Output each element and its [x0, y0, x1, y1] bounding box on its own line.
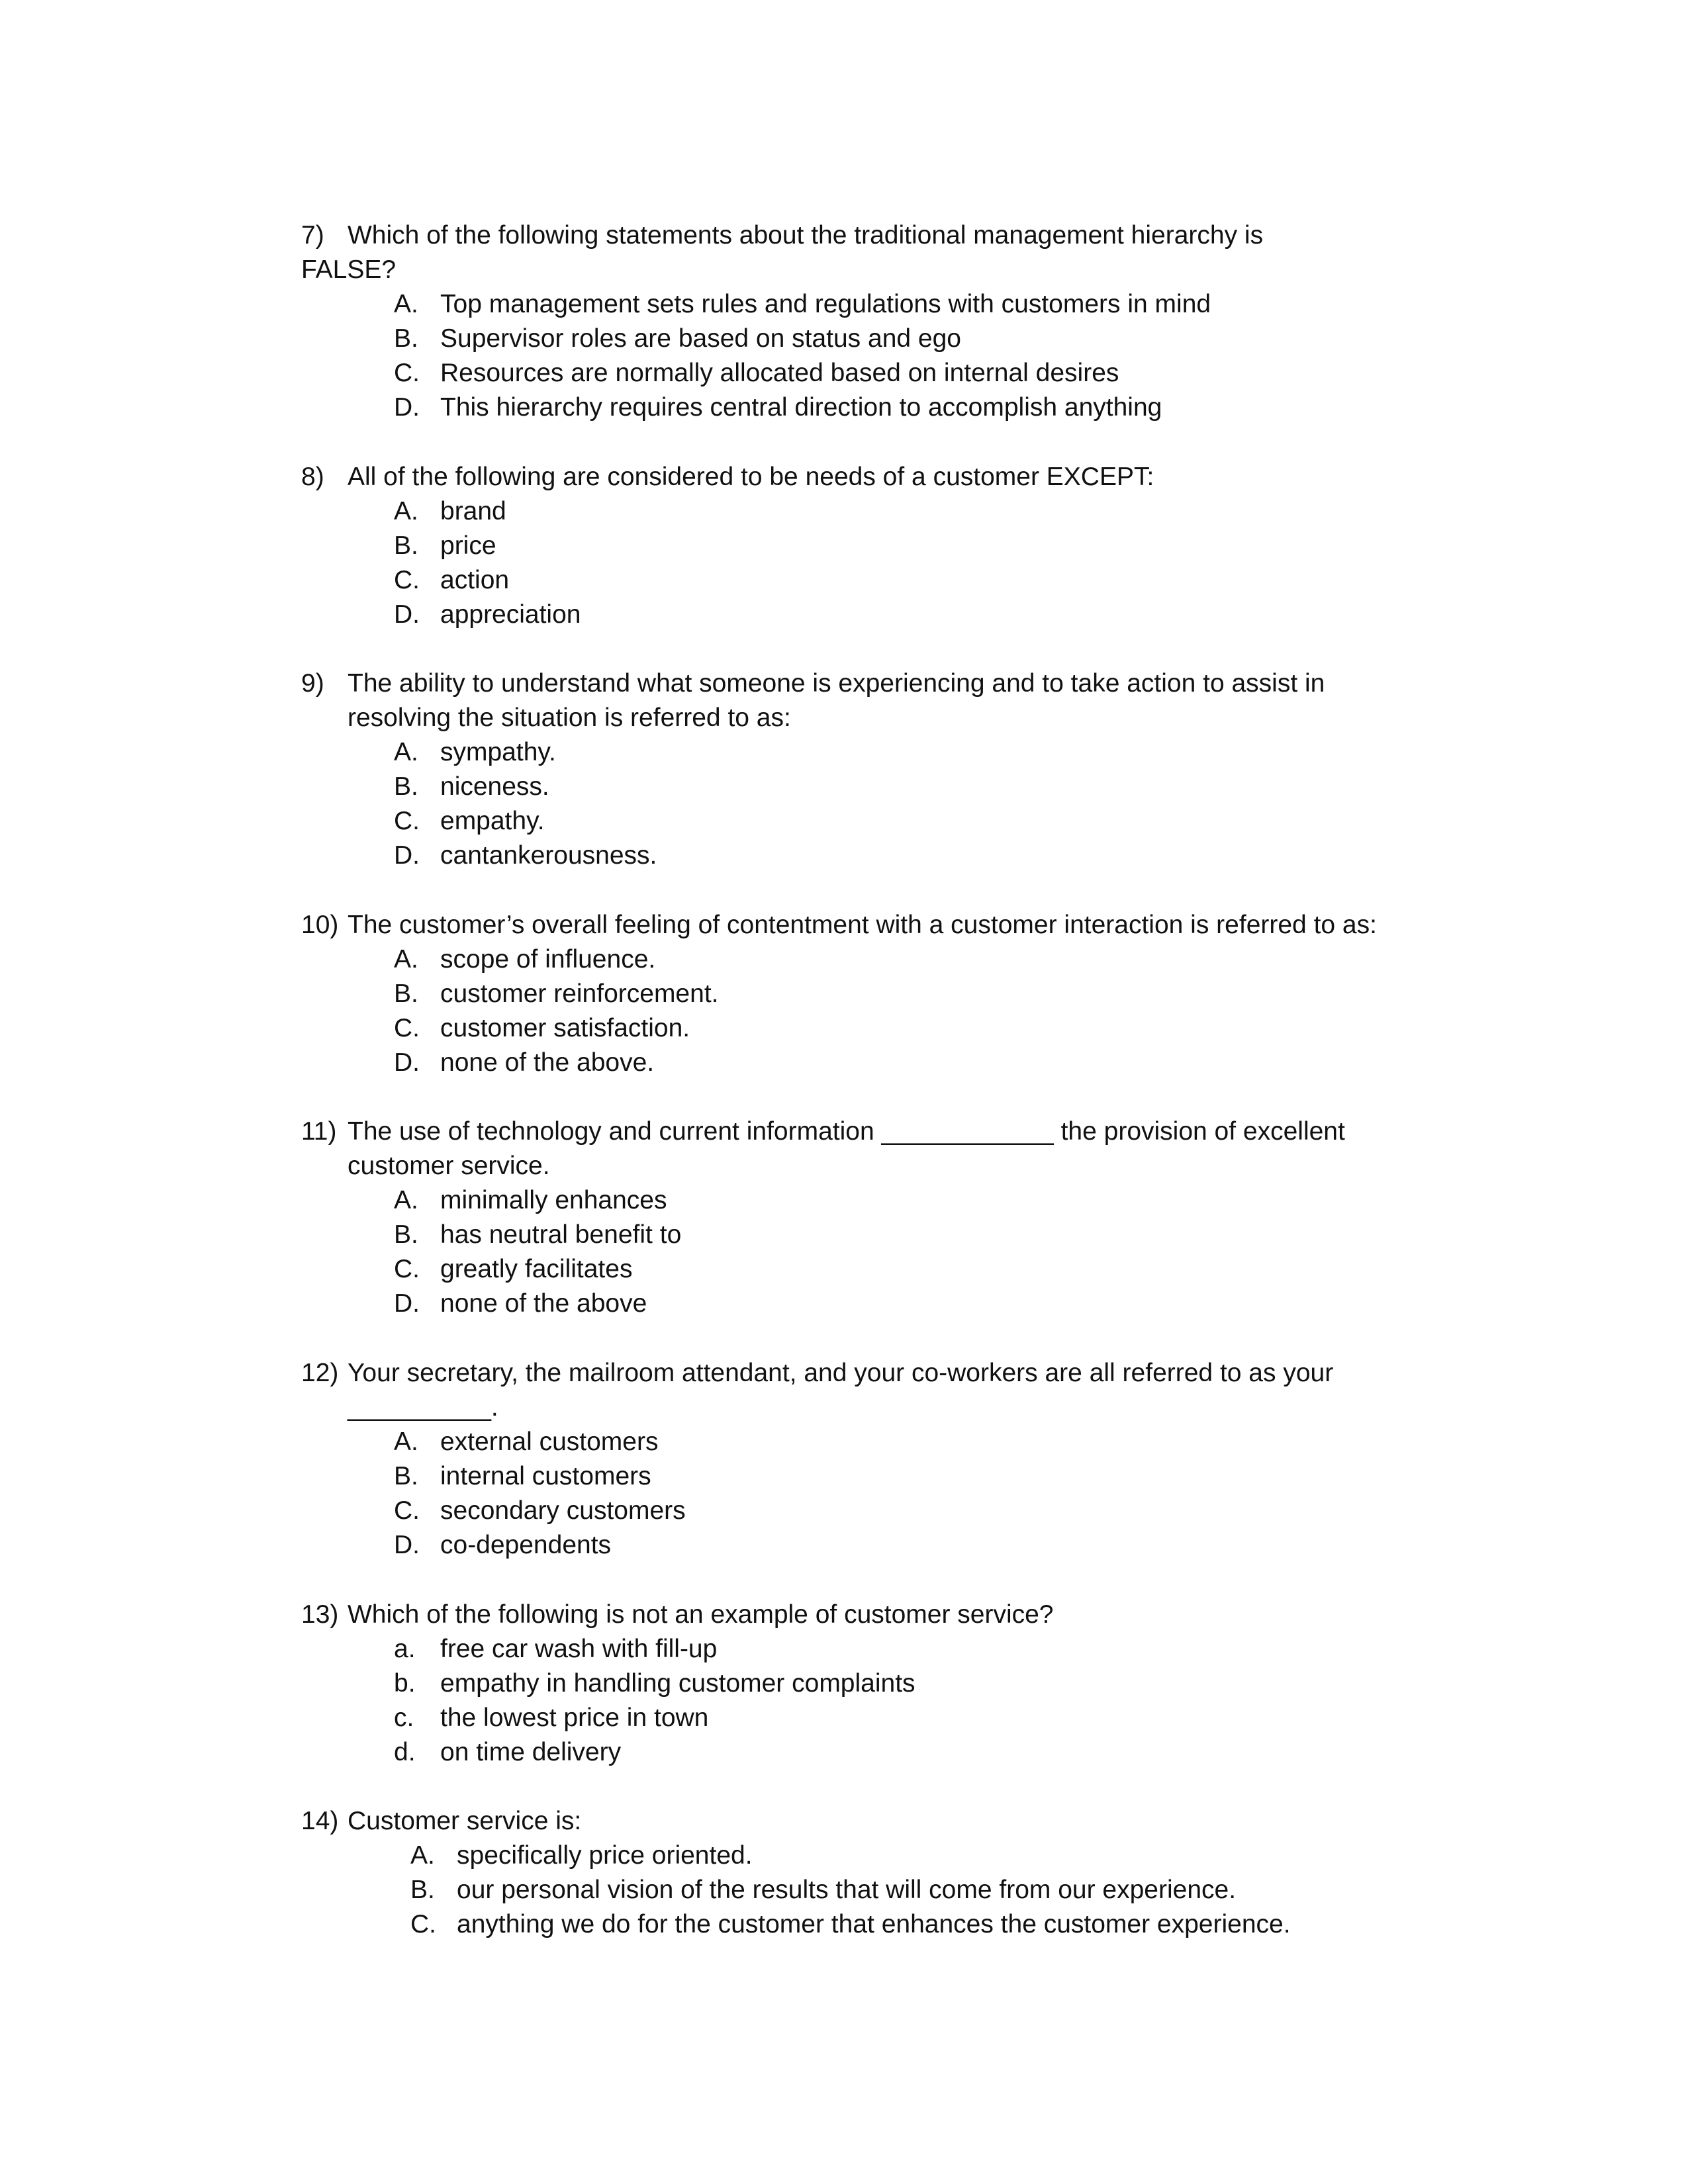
option-label: B.: [394, 1220, 418, 1249]
option-d: [301, 1528, 1466, 1563]
option-b: [301, 1666, 1466, 1701]
option-label: D.: [394, 841, 420, 870]
question-text: Which of the following is not an example of customer service?: [348, 1600, 1054, 1629]
question-text: Your secretary, the mailroom attendant, and your co-workers are all referred to as your: [348, 1359, 1334, 1387]
option-label: B.: [394, 324, 418, 353]
option-d: [301, 1287, 1466, 1321]
question-8: [301, 460, 1466, 632]
option-text: anything we do for the customer that enhances the customer experience.: [457, 1910, 1291, 1938]
question-text: All of the following are considered to be needs of a customer EXCEPT:: [348, 463, 1154, 491]
option-label: A.: [394, 290, 418, 318]
option-text: co-dependents: [440, 1531, 612, 1559]
option-d: [301, 839, 1466, 873]
question-number: 10): [301, 911, 339, 939]
question-text: Customer service is:: [348, 1807, 582, 1835]
option-label: C.: [394, 566, 420, 594]
option-a: [301, 942, 1466, 977]
option-text: has neutral benefit to: [440, 1220, 682, 1249]
option-text: empathy in handling customer complaints: [440, 1669, 915, 1698]
question-number: 14): [301, 1807, 339, 1835]
option-d: [301, 598, 1466, 632]
question-10: [301, 908, 1466, 1080]
option-text: customer reinforcement.: [440, 979, 719, 1008]
option-text: price: [440, 531, 496, 560]
option-text: empathy.: [440, 807, 545, 835]
option-a: [301, 1632, 1466, 1666]
option-d: [301, 390, 1466, 425]
option-text: our personal vision of the results that will come from our experience.: [457, 1876, 1237, 1904]
option-label: D.: [394, 1048, 420, 1077]
option-text: Top management sets rules and regulations with customers in mind: [440, 290, 1211, 318]
question-number: 7): [301, 221, 324, 250]
option-c: [301, 1701, 1466, 1735]
option-c: [301, 356, 1466, 390]
option-label: C.: [394, 1496, 420, 1525]
option-label: B.: [394, 979, 418, 1008]
question-text: The ability to understand what someone is experiencing and to take action to assist in: [348, 669, 1325, 698]
question-text: The use of technology and current information ____________ the provision of excellent: [348, 1117, 1345, 1146]
option-label: A.: [394, 1428, 418, 1456]
question-text-continued: customer service.: [348, 1152, 550, 1180]
option-b: [301, 1873, 1466, 1907]
option-text: minimally enhances: [440, 1186, 667, 1214]
question-11: [301, 1115, 1466, 1321]
option-c: [301, 1907, 1466, 1942]
option-text: action: [440, 566, 510, 594]
option-text: cantankerousness.: [440, 841, 657, 870]
question-7: [301, 218, 1466, 425]
option-c: [301, 1252, 1466, 1287]
option-text: brand: [440, 497, 506, 525]
option-label: A.: [410, 1841, 435, 1870]
option-b: [301, 770, 1466, 804]
option-b: [301, 322, 1466, 356]
option-label: a.: [394, 1635, 416, 1663]
option-text: niceness.: [440, 772, 549, 801]
option-label: D.: [394, 600, 420, 629]
option-label: C.: [394, 1014, 420, 1042]
option-a: [301, 1839, 1466, 1873]
option-a: [301, 735, 1466, 770]
question-text: The customer’s overall feeling of contentment with a customer interaction is referred to as:: [348, 911, 1377, 939]
question-14: [301, 1804, 1466, 1942]
option-label: A.: [394, 1186, 418, 1214]
question-number: 11): [301, 1117, 337, 1146]
option-d: [301, 1735, 1466, 1770]
question-text: Which of the following statements about the traditional management hierarchy is: [348, 221, 1264, 250]
option-b: [301, 1218, 1466, 1252]
option-label: d.: [394, 1738, 416, 1766]
option-text: none of the above.: [440, 1048, 655, 1077]
option-text: Resources are normally allocated based on internal desires: [440, 359, 1119, 387]
question-number: 9): [301, 669, 324, 698]
question-number: 12): [301, 1359, 339, 1387]
question-text-continued: resolving the situation is referred to as:: [348, 704, 791, 732]
option-c: [301, 563, 1466, 598]
option-label: D.: [394, 1531, 420, 1559]
option-c: [301, 1011, 1466, 1046]
option-text: none of the above: [440, 1289, 647, 1318]
option-text: This hierarchy requires central direction to accomplish anything: [440, 393, 1162, 422]
question-text-continued: FALSE?: [301, 255, 397, 284]
option-c: [301, 1494, 1466, 1528]
option-label: B.: [394, 1462, 418, 1490]
option-label: c.: [394, 1704, 414, 1732]
question-9: [301, 666, 1466, 873]
option-label: b.: [394, 1669, 416, 1698]
option-label: B.: [394, 772, 418, 801]
option-label: A.: [394, 497, 418, 525]
option-b: [301, 977, 1466, 1011]
option-label: C.: [394, 807, 420, 835]
option-text: scope of influence.: [440, 945, 656, 974]
option-b: [301, 1459, 1466, 1494]
option-a: [301, 494, 1466, 529]
option-text: free car wash with fill-up: [440, 1635, 718, 1663]
option-text: sympathy.: [440, 738, 556, 766]
option-text: Supervisor roles are based on status and ego: [440, 324, 961, 353]
option-d: [301, 1046, 1466, 1080]
option-label: C.: [394, 359, 420, 387]
question-number: 8): [301, 463, 324, 491]
option-text: external customers: [440, 1428, 659, 1456]
option-label: C.: [394, 1255, 420, 1283]
option-label: D.: [394, 1289, 420, 1318]
question-text-continued: __________.: [348, 1393, 498, 1422]
option-text: internal customers: [440, 1462, 651, 1490]
option-c: [301, 804, 1466, 839]
option-b: [301, 529, 1466, 563]
option-text: the lowest price in town: [440, 1704, 709, 1732]
option-a: [301, 287, 1466, 322]
option-text: on time delivery: [440, 1738, 622, 1766]
question-13: [301, 1598, 1466, 1770]
option-text: customer satisfaction.: [440, 1014, 690, 1042]
option-label: D.: [394, 393, 420, 422]
option-text: greatly facilitates: [440, 1255, 633, 1283]
option-text: appreciation: [440, 600, 581, 629]
option-label: A.: [394, 738, 418, 766]
question-number: 13): [301, 1600, 339, 1629]
option-a: [301, 1425, 1466, 1459]
question-12: [301, 1356, 1466, 1563]
option-label: B.: [410, 1876, 435, 1904]
option-label: C.: [410, 1910, 436, 1938]
option-a: [301, 1183, 1466, 1218]
option-label: B.: [394, 531, 418, 560]
option-text: secondary customers: [440, 1496, 686, 1525]
option-label: A.: [394, 945, 418, 974]
option-text: specifically price oriented.: [457, 1841, 753, 1870]
